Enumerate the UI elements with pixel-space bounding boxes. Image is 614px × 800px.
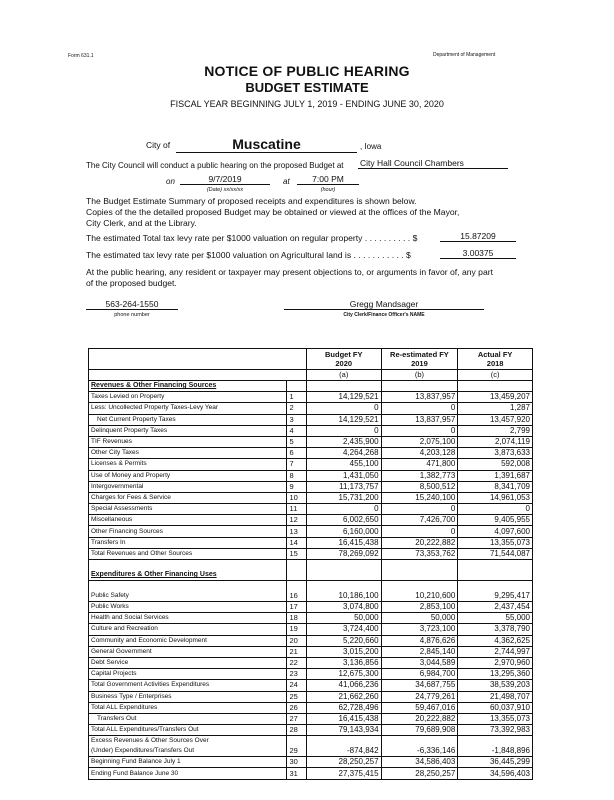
table-row <box>89 713 533 724</box>
value-reestimated: 10,210,600 <box>381 581 458 602</box>
value-budget: 28,250,257 <box>306 757 381 768</box>
table-row <box>89 515 533 526</box>
value-budget: 455,100 <box>306 459 381 470</box>
value-actual: 13,295,360 <box>458 669 533 680</box>
row-label: Total ALL Expenditures <box>89 702 287 713</box>
line-number: 7 <box>287 459 306 470</box>
line-number: 3 <box>287 414 306 425</box>
value-budget: 6,160,000 <box>306 526 381 537</box>
line-number: 26 <box>287 702 306 713</box>
value-actual: 34,596,403 <box>458 768 533 779</box>
table-subheader-row <box>89 370 533 381</box>
col-code-a: (a) <box>306 370 381 381</box>
value-reestimated: 8,500,512 <box>381 481 458 492</box>
at-label: at <box>283 177 290 186</box>
objection-line-2: of the proposed budget. <box>86 278 177 288</box>
value-actual: 13,355,073 <box>458 713 533 724</box>
city-underline <box>176 152 357 153</box>
objection-paragraph <box>86 267 546 289</box>
row-label: Beginning Fund Balance July 1 <box>89 757 287 768</box>
row-label: Public Works <box>89 602 287 613</box>
line-number: 16 <box>287 581 306 602</box>
row-label: Use of Money and Property <box>89 470 287 481</box>
summary-line-2: Copies of the the detailed proposed Budget may be obtained or viewed at the offices of the Mayor, <box>86 207 460 217</box>
value-actual: -1,848,896 <box>458 736 533 757</box>
value-actual: 38,539,203 <box>458 680 533 691</box>
table-row-excess <box>89 736 533 757</box>
table-row <box>89 702 533 713</box>
value-budget: 3,074,800 <box>306 602 381 613</box>
value-actual: 60,037,910 <box>458 702 533 713</box>
line-number: 31 <box>287 768 306 779</box>
value-budget: 50,000 <box>306 613 381 624</box>
value-reestimated: 79,689,908 <box>381 725 458 736</box>
budget-table <box>88 348 533 780</box>
value-budget: 62,728,496 <box>306 702 381 713</box>
value-budget: 0 <box>306 504 381 515</box>
row-label: Transfers In <box>89 537 287 548</box>
line-number: 30 <box>287 757 306 768</box>
table-row <box>89 548 533 559</box>
col-header-budget: Budget FY 2020 <box>306 349 381 370</box>
table-row <box>89 436 533 447</box>
table-row <box>89 448 533 459</box>
page-subtitle: BUDGET ESTIMATE <box>245 80 369 95</box>
table-row <box>89 613 533 624</box>
col-header-actual: Actual FY 2018 <box>458 349 533 370</box>
value-budget: 2,435,900 <box>306 436 381 447</box>
summary-line-1: The Budget Estimate Summary of proposed receipts and expenditures is shown below. <box>86 196 417 206</box>
value-actual: 73,392,983 <box>458 725 533 736</box>
on-label: on <box>166 177 175 186</box>
line-number: 13 <box>287 526 306 537</box>
line-number: 20 <box>287 635 306 646</box>
value-budget: 3,015,200 <box>306 646 381 657</box>
row-label: Business Type / Enterprises <box>89 691 287 702</box>
line-number: 10 <box>287 492 306 503</box>
value-budget: 12,675,300 <box>306 669 381 680</box>
row-label: Total ALL Expenditures/Transfers Out <box>89 725 287 736</box>
value-budget: 1,431,050 <box>306 470 381 481</box>
row-label: Culture and Recreation <box>89 624 287 635</box>
table-row <box>89 425 533 436</box>
line-number: 21 <box>287 646 306 657</box>
value-budget: 6,002,650 <box>306 515 381 526</box>
table-row <box>89 403 533 414</box>
row-label: Special Assessments <box>89 504 287 515</box>
value-actual: 14,961,053 <box>458 492 533 503</box>
value-reestimated: 2,845,140 <box>381 646 458 657</box>
line-number: 5 <box>287 436 306 447</box>
row-label: Excess Revenues & Other Sources Over (Under) Expenditures/Transfers Out <box>89 736 287 757</box>
value-actual: 9,405,955 <box>458 515 533 526</box>
city-name: Muscatine <box>232 136 301 152</box>
row-label: Charges for Fees & Service <box>89 492 287 503</box>
objection-line-1: At the public hearing, any resident or taxpayer may present objections to, or arguments in favor of, any part <box>86 267 493 277</box>
value-reestimated: 13,837,957 <box>381 414 458 425</box>
value-reestimated: 15,240,100 <box>381 492 458 503</box>
value-reestimated: 0 <box>381 526 458 537</box>
value-budget: 11,173,757 <box>306 481 381 492</box>
col-code-b: (b) <box>381 370 458 381</box>
value-actual: 2,970,960 <box>458 657 533 668</box>
value-reestimated: 0 <box>381 425 458 436</box>
value-budget: 0 <box>306 403 381 414</box>
value-reestimated: 0 <box>381 403 458 414</box>
section-title: Revenues & Other Financing Sources <box>89 381 287 392</box>
table-row <box>89 635 533 646</box>
city-prefix: City of <box>146 140 171 150</box>
summary-line-3: City Clerk, and at the Library. <box>86 218 197 228</box>
value-actual: 13,459,207 <box>458 392 533 403</box>
row-label: Miscellaneous <box>89 515 287 526</box>
table-row <box>89 768 533 779</box>
section-row-expenditures <box>89 560 533 581</box>
value-reestimated: 34,586,403 <box>381 757 458 768</box>
value-actual: 36,445,299 <box>458 757 533 768</box>
line-number: 18 <box>287 613 306 624</box>
table-row <box>89 470 533 481</box>
row-label: Total Revenues and Other Sources <box>89 548 287 559</box>
phone-caption: phone number <box>114 312 150 318</box>
clerk-caption: City Clerk/Finance Officer's NAME <box>343 312 425 318</box>
table-row <box>89 725 533 736</box>
line-number: 4 <box>287 425 306 436</box>
phone-number: 563-264-1550 <box>86 299 178 310</box>
value-actual: 3,378,790 <box>458 624 533 635</box>
line-number: 14 <box>287 537 306 548</box>
value-budget: 16,415,438 <box>306 537 381 548</box>
value-actual: 2,074,119 <box>458 436 533 447</box>
fund-balance-rows <box>89 757 533 779</box>
hearing-text: The City Council will conduct a public hearing on the proposed Budget at <box>86 161 344 170</box>
value-reestimated: 3,044,589 <box>381 657 458 668</box>
row-label: Other City Taxes <box>89 448 287 459</box>
row-label: Taxes Levied on Property <box>89 392 287 403</box>
line-number: 25 <box>287 691 306 702</box>
col-header-reestimated: Re-estimated FY 2019 <box>381 349 458 370</box>
row-label: Community and Economic Development <box>89 635 287 646</box>
line-number: 22 <box>287 657 306 668</box>
value-actual: 21,498,707 <box>458 691 533 702</box>
hearing-date: 9/7/2019 <box>180 174 270 185</box>
value-reestimated: 13,837,957 <box>381 392 458 403</box>
value-reestimated: 73,353,762 <box>381 548 458 559</box>
line-number: 1 <box>287 392 306 403</box>
value-actual: 13,355,073 <box>458 537 533 548</box>
value-actual: 55,000 <box>458 613 533 624</box>
line-number: 17 <box>287 602 306 613</box>
value-reestimated: 1,382,773 <box>381 470 458 481</box>
table-row <box>89 459 533 470</box>
ag-rate-label: The estimated tax levy rate per $1000 valuation on Agricultural land is . . . . . . . . . . . $ <box>86 250 411 260</box>
col-code-c: (c) <box>458 370 533 381</box>
regular-rate-label: The estimated Total tax levy rate per $1000 valuation on regular property . . . . . . . . . . $ <box>86 233 418 243</box>
value-actual: 2,799 <box>458 425 533 436</box>
value-reestimated: 24,779,261 <box>381 691 458 702</box>
value-budget: 3,136,856 <box>306 657 381 668</box>
value-budget: 27,375,415 <box>306 768 381 779</box>
value-budget: 16,415,438 <box>306 713 381 724</box>
table-row <box>89 392 533 403</box>
city-suffix: , Iowa <box>360 142 382 151</box>
value-reestimated: 471,800 <box>381 459 458 470</box>
line-number: 11 <box>287 504 306 515</box>
fiscal-year-line: FISCAL YEAR BEGINNING JULY 1, 2019 - ENDING JUNE 30, 2020 <box>170 99 444 109</box>
table-row <box>89 657 533 668</box>
value-budget: 10,186,100 <box>306 581 381 602</box>
value-actual: 9,295,417 <box>458 581 533 602</box>
value-actual: 592,008 <box>458 459 533 470</box>
table-row <box>89 669 533 680</box>
summary-paragraph <box>86 196 546 229</box>
row-label: Transfers Out <box>89 713 287 724</box>
form-number: Form 631.1 <box>68 53 94 59</box>
value-reestimated: 2,075,100 <box>381 436 458 447</box>
value-actual: 2,744,997 <box>458 646 533 657</box>
value-reestimated: 20,222,882 <box>381 713 458 724</box>
table-row <box>89 624 533 635</box>
line-number: 24 <box>287 680 306 691</box>
value-actual: 1,391,687 <box>458 470 533 481</box>
line-number: 6 <box>287 448 306 459</box>
regular-rate-value: 15.87209 <box>440 231 516 242</box>
value-budget: 14,129,521 <box>306 414 381 425</box>
value-reestimated: 6,984,700 <box>381 669 458 680</box>
table-row <box>89 680 533 691</box>
row-label: Licenses & Permits <box>89 459 287 470</box>
line-number: 2 <box>287 403 306 414</box>
value-reestimated: 4,203,128 <box>381 448 458 459</box>
row-label: Public Safety <box>89 581 287 602</box>
value-reestimated: -6,336,146 <box>381 736 458 757</box>
expenditure-rows <box>89 581 533 736</box>
row-label: Total Government Activities Expenditures <box>89 680 287 691</box>
row-label: Ending Fund Balance June 30 <box>89 768 287 779</box>
value-actual: 71,544,087 <box>458 548 533 559</box>
value-reestimated: 2,853,100 <box>381 602 458 613</box>
value-actual: 4,097,600 <box>458 526 533 537</box>
value-actual: 2,437,454 <box>458 602 533 613</box>
table-row <box>89 691 533 702</box>
value-actual: 13,457,920 <box>458 414 533 425</box>
line-number: 29 <box>287 736 306 757</box>
table-header-row <box>89 349 533 370</box>
line-number: 15 <box>287 548 306 559</box>
table-row <box>89 646 533 657</box>
value-budget: 41,066,236 <box>306 680 381 691</box>
row-label: Delinquent Property Taxes <box>89 425 287 436</box>
row-label: TIF Revenues <box>89 436 287 447</box>
time-caption: (hour) <box>320 187 336 193</box>
table-row <box>89 492 533 503</box>
page-title: NOTICE OF PUBLIC HEARING <box>204 63 410 79</box>
value-reestimated: 20,222,882 <box>381 537 458 548</box>
value-actual: 8,341,709 <box>458 481 533 492</box>
table-row <box>89 481 533 492</box>
value-reestimated: 50,000 <box>381 613 458 624</box>
row-label: General Government <box>89 646 287 657</box>
row-label: Other Financing Sources <box>89 526 287 537</box>
hearing-time: 7:00 PM <box>297 174 359 185</box>
section-row-revenues <box>89 381 533 392</box>
value-budget: 79,143,934 <box>306 725 381 736</box>
value-reestimated: 3,723,100 <box>381 624 458 635</box>
table-row <box>89 602 533 613</box>
value-actual: 4,362,625 <box>458 635 533 646</box>
row-label: Debt Service <box>89 657 287 668</box>
line-number: 8 <box>287 470 306 481</box>
value-reestimated: 59,467,016 <box>381 702 458 713</box>
value-actual: 3,873,633 <box>458 448 533 459</box>
value-budget: 0 <box>306 425 381 436</box>
table-row <box>89 537 533 548</box>
value-actual: 1,287 <box>458 403 533 414</box>
value-reestimated: 28,250,257 <box>381 768 458 779</box>
date-caption: (Date) xx/xx/xx <box>206 187 244 193</box>
value-reestimated: 7,426,700 <box>381 515 458 526</box>
value-budget: -874,842 <box>306 736 381 757</box>
table-row <box>89 504 533 515</box>
line-number: 12 <box>287 515 306 526</box>
value-budget: 3,724,400 <box>306 624 381 635</box>
value-budget: 21,662,260 <box>306 691 381 702</box>
hearing-location: City Hall Council Chambers <box>358 158 508 169</box>
value-reestimated: 34,687,755 <box>381 680 458 691</box>
value-budget: 5,220,660 <box>306 635 381 646</box>
value-actual: 0 <box>458 504 533 515</box>
table-row <box>89 414 533 425</box>
value-budget: 78,269,092 <box>306 548 381 559</box>
header-blank <box>89 349 307 370</box>
department-label: Department of Management <box>433 52 496 58</box>
revenue-rows <box>89 392 533 560</box>
value-reestimated: 0 <box>381 504 458 515</box>
table-row <box>89 581 533 602</box>
row-label: Intergovernmental <box>89 481 287 492</box>
value-budget: 4,264,268 <box>306 448 381 459</box>
line-number: 23 <box>287 669 306 680</box>
value-reestimated: 4,876,626 <box>381 635 458 646</box>
table-row <box>89 757 533 768</box>
section-title: Expenditures & Other Financing Uses <box>89 560 287 581</box>
row-label: Capital Projects <box>89 669 287 680</box>
row-label: Health and Social Services <box>89 613 287 624</box>
value-budget: 14,129,521 <box>306 392 381 403</box>
line-number: 19 <box>287 624 306 635</box>
ag-rate-value: 3.00375 <box>440 248 516 259</box>
row-label: Net Current Property Taxes <box>89 414 287 425</box>
value-budget: 15,731,200 <box>306 492 381 503</box>
line-number: 28 <box>287 725 306 736</box>
line-number: 27 <box>287 713 306 724</box>
line-number: 9 <box>287 481 306 492</box>
clerk-name: Gregg Mandsager <box>284 299 484 310</box>
row-label: Less: Uncollected Property Taxes-Levy Year <box>89 403 287 414</box>
table-row <box>89 526 533 537</box>
